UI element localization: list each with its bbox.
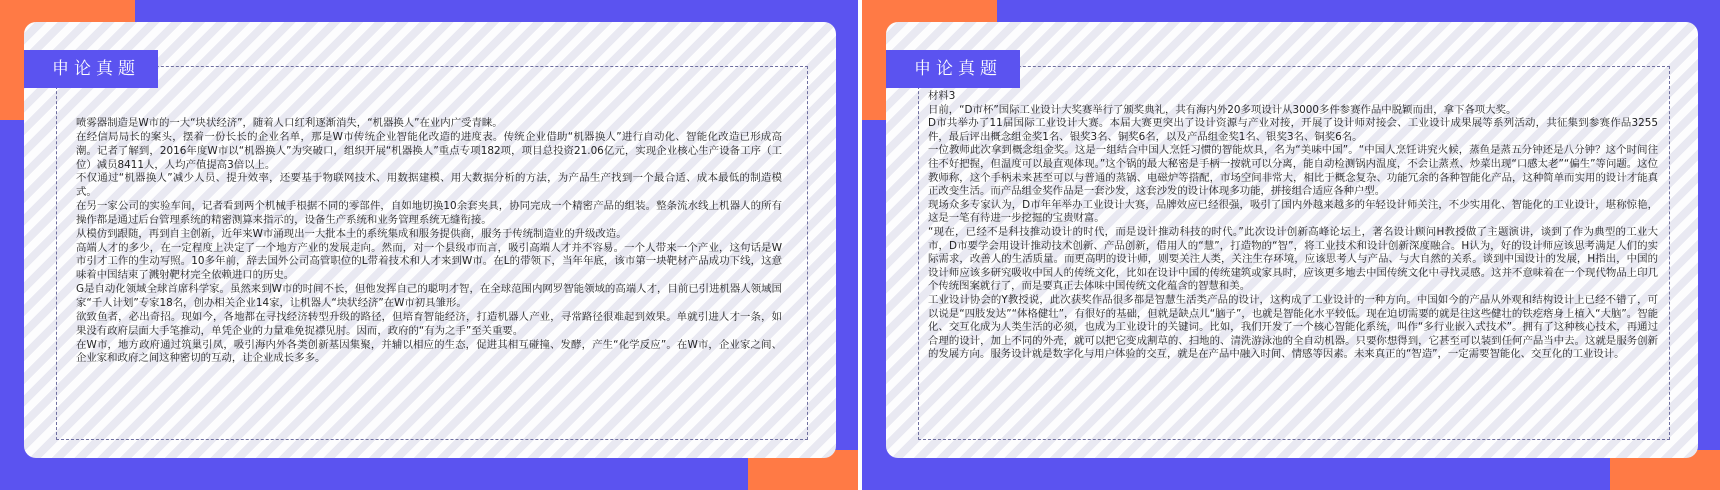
paragraph: 日前，“D市杯”国际工业设计大奖赛举行了颁奖典礼，共有海内外20多项设计从3000多件参赛作品中脱颖而出，拿下各项大奖。 — [928, 103, 1517, 116]
paragraph: 从模仿到跟随，再到自主创新，近年来W市涌现出一大批本土的系统集成和服务提供商，服务于传统制造业的升级改造。 — [76, 227, 627, 240]
paragraph: 在W市，地方政府通过筑巢引凤，吸引海内外各类创新基因集聚，并辅以相应的生态，促进其相互碰撞、发酵，产生“化学反应”。在W市，企业家之间、企业家和政府之间这种密切的互动，让企业成长多多。 — [76, 338, 782, 365]
body-text — [928, 90, 1658, 362]
slide-title: 申论真题 — [24, 50, 158, 88]
paragraph: 高端人才的多少，在一定程度上决定了一个地方产业的发展走向。然而，对一个县级市而言，吸引高端人才并不容易。一个人带来一个产业，这句话是W市引才工作的生动写照。10多年前，辞去国外公司高管职位的L带着技术和人才来到W市。在L的带领下，当年年底，该市第一块靶材产品成功下线，这意味着中国结束了溅射靶材完全依赖进口的历史。 — [76, 241, 782, 282]
paragraph: 喷雾器制造是W市的一大“块状经济”，随着人口红利逐渐消失，“机器换人”在业内广受青睐。 — [76, 117, 503, 129]
body-text — [76, 117, 782, 366]
paragraph: 欲致鱼者，必出奇招。现如今，各地都在寻找经济转型升级的路径，但培育智能经济，打造机器人产业，寻常路径很难起到效果。单就引进人才一条，如果没有政府层面大手笔推动，单凭企业的力量难免捉襟见肘。因而，政府的“有为之手”至关重要。 — [76, 310, 782, 337]
paragraph: 现场众多专家认为，D市年年举办工业设计大赛，品牌效应已经很强，吸引了国内外越来越多的年轻设计师关注，不少实用化、智能化的工业设计，堪称惊艳，这是一笔有待进一步挖掘的宝贵财富。 — [928, 198, 1658, 225]
paragraph: 在经信局局长的案头，摆着一份长长的企业名单，那是W市传统企业智能化改造的进度表。传统企业借助“机器换人”进行自动化、智能化改造已形成高潮。记者了解到，2016年度W市以“机器换人”为突破口，组织开展“机器换人”重点专项182项，项目总投资21.06亿元，实现企业核心生产设备工序（工位）减员8411人，人均产值提高3倍以上。 — [76, 130, 782, 171]
paragraph: “现在，已经不是科技推动设计的时代，而是设计推动科技的时代。”此次设计创新高峰论坛上，著名设计顾问H教授做了主题演讲，谈到了作为典型的工业大市，D市要学会用设计推动技术创新、产品创新，借用人的“慧”，打造物的“智”，将工业技术和设计创新深度融合。H认为，好的设计师应该思考满足人们的实际需求，改善人的生活质量。而更高明的设计师，则要关注人类，关注生存环境，应该思考人与产品、与大自然的关系。谈到中国设计的发展，H指出，中国的设计师应该多研究吸收中国人的传统文化，比如在设计中国的传统建筑或家具时，应该更多地去中国传统文化中寻找灵感。这并不意味着在一个现代物品上印几个传统图案就行了，而是要真正去体味中国传统文化蕴含的智慧和美。 — [928, 225, 1658, 293]
section-label: 材料3 — [928, 90, 956, 102]
paragraph: 不仅通过“机器换人”减少人员、提升效率，还要基于物联网技术、用数据建模、用大数据分析的方法，为产品生产找到一个最合适、成本最低的制造模式。 — [76, 172, 782, 199]
right-slide — [862, 0, 1720, 490]
paragraph: 工业设计协会的Y教授说，此次获奖作品很多都是智慧生活类产品的设计，这构成了工业设计的一种方向。中国如今的产品从外观和结构设计上已经不错了，可以说是“四肢发达”“体格健壮”，有很好的基础，但就是缺点儿“脑子”，也就是智能化水平较低。现在迫切需要的就是往这些健壮的铁疙瘩身上植入“大脑”。智能化、交互化成为人类生活的必须，也成为工业设计的关键词。比如，我们开发了一个核心智能化系统，叫作“多行业嵌入式技术”。拥有了这种核心技术，再通过合理的设计，加上不同的外壳，就可以把它变成割草的、扫地的、清洗游泳池的全自动机器。只要你想得到，它甚至可以装到任何产品当中去。这就是服务创新的发展方向。服务设计就是数字化与用户体验的交互，就是在产品中融入时间、情感等因素。未来真正的“智造”，一定需要智能化、交互化的工业设计。 — [928, 293, 1658, 361]
paragraph: G是自动化领域全球首席科学家。虽然来到W市的时间不长，但他发挥自己的聪明才智，在全球范围内网罗智能领域的高端人才，目前已引进机器人领域国家“千人计划”专家18名，创办相关企业14家，让机器人“块状经济”在W市初具雏形。 — [76, 283, 782, 309]
paragraph: 一位教师此次拿到概念组金奖。这是一组结合中国人烹饪习惯的智能炊具，名为“美味中国”。“中国人烹饪讲究火候，蒸鱼是蒸五分钟还是八分钟？这个时间往往不好把握，但温度可以最直观体现。”这个锅的最大秘密是手柄一按就可以分离，能自动检测锅内温度，不会让蒸煮、炒菜出现“口感太老”“偏生”等问题。这位教师称，这个手柄未来甚至可以与普通的蒸锅、电磁炉等搭配，市场空间非常大，相比于概念复杂、功能冗余的各种智能化产品，这种简单而实用的设计才能真正改变生活。而产品组金奖作品是一套沙发，这套沙发的设计体现多功能，拼接组合适应各种户型。 — [928, 144, 1658, 198]
slide-title: 申论真题 — [886, 50, 1020, 88]
paragraph: D市共举办了11届国际工业设计大赛。本届大赛更突出了设计资源与产业对接，开展了设计师对接会、工业设计成果展等系列活动，共征集到参赛作品3255件，最后评出概念组金奖1名、银奖3名、铜奖6名，以及产品组金奖1名、银奖3名、铜奖6名。 — [928, 117, 1658, 143]
paragraph: 在另一家公司的实验车间，记者看到两个机械手根据不同的零部件，自如地切换10余套夹具，协同完成一个精密产品的组装。整条流水线上机器人的所有操作都是通过后台管理系统的精密测算来指示的，设备生产系统和业务管理系统无缝衔接。 — [76, 200, 782, 226]
left-slide — [0, 0, 858, 490]
